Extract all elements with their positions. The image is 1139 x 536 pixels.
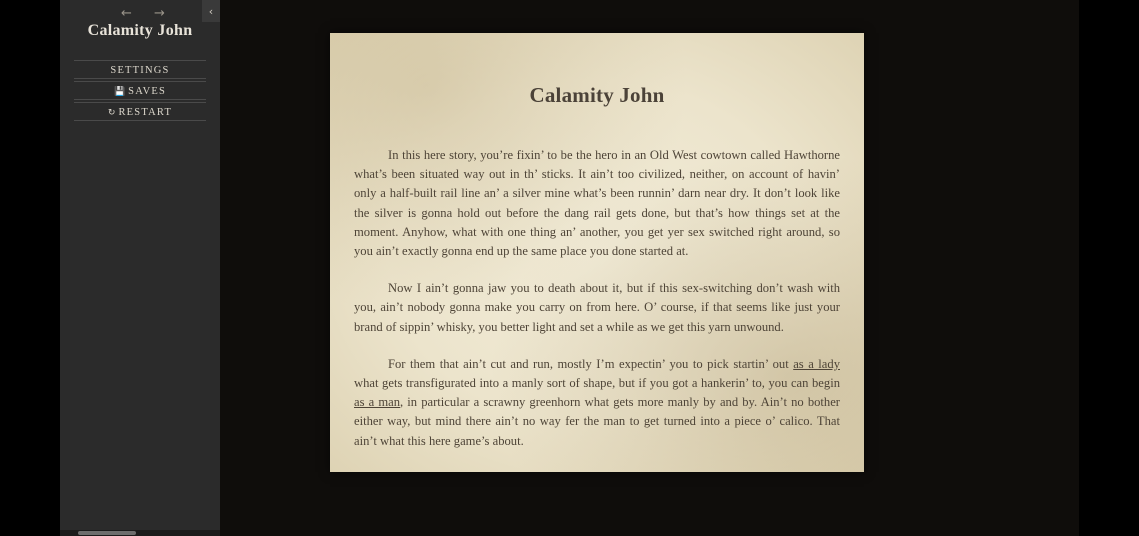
passage-paper <box>330 33 864 472</box>
story-title: Calamity John <box>87 22 193 39</box>
sidebar-item-saves[interactable] <box>74 81 206 100</box>
game-window <box>60 0 1079 536</box>
restart-icon: ↻ <box>107 108 116 118</box>
sidebar <box>60 0 221 536</box>
saves-label: SAVES <box>128 86 167 97</box>
sidebar-menu <box>74 60 206 123</box>
passage-paragraph: Now I ain’t gonna jaw you to death about it, but if this sex-switching don’t wash with you, ain’t nobody gonna make you carry on from here. O’ course, if that seems like just your brand of sippin’ whisky, you better light and set a while as we get this yarn unwound. <box>354 281 840 334</box>
choice-text-part3: , in particular a scrawny greenhorn what gets more manly by and by. Ain’t no bother either way, but mind there ain’t no way fer the man to get turned into a piece o’ calico. That ain’t what this here game’s about. <box>354 395 840 448</box>
back-arrow-icon[interactable]: ← <box>115 5 133 21</box>
forward-arrow-icon[interactable]: → <box>148 5 166 21</box>
choice-text-part2: what gets transfigurated into a manly sort of shape, but if you got a hankerin’ to, you can begin <box>354 376 840 391</box>
sidebar-item-settings[interactable] <box>74 60 206 79</box>
sidebar-scrollbar[interactable] <box>60 530 220 536</box>
passage-paragraph: In this here story, you’re fixin’ to be the hero in an Old West cowtown called Hawthorne what’s been situated way out in th’ sticks. It ain’t too civilized, neither, on account of havin’ only a half-built rail line an’ a silver mine what’s been runnin’ darn near dry. It don’t look like the silver is gonna hold out before the dang rail gets done, but that’s how things set at the moment. Anyhow, what with one thing an’ another, you get yer sex switched right around, so you ain’t exactly gonna end up the same place you done started at. <box>354 148 840 259</box>
choice-link-as-a-lady[interactable]: as a lady <box>793 356 840 371</box>
choice-text-part1: For them that ain’t cut and run, mostly I’m expectin’ you to pick startin’ out <box>388 356 794 371</box>
choice-link-as-a-man[interactable]: as a man <box>354 395 401 410</box>
save-disk-icon: 💾 <box>113 87 126 97</box>
sidebar-item-restart[interactable] <box>74 102 206 121</box>
passage-area <box>220 0 1079 536</box>
passage-title: Calamity John <box>529 83 665 107</box>
settings-label: SETTINGS <box>110 65 170 76</box>
chevron-left-icon[interactable]: ‹ <box>202 0 220 22</box>
passage-paragraph-choices <box>354 337 840 451</box>
scrollbar-thumb[interactable] <box>78 531 136 535</box>
history-nav <box>60 2 220 24</box>
restart-label: RESTART <box>118 107 173 118</box>
